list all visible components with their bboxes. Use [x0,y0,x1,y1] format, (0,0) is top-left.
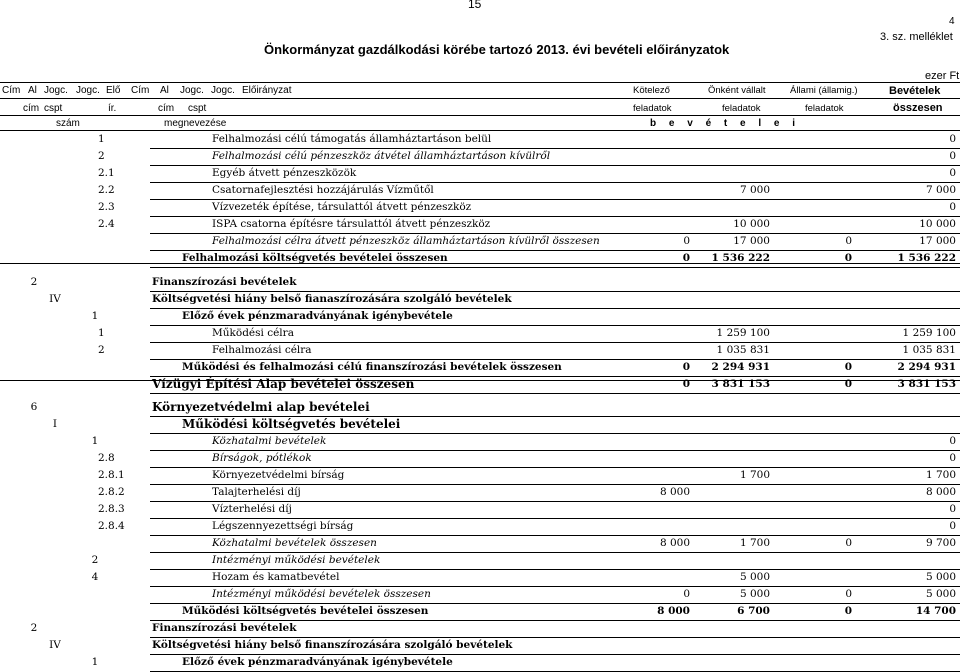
table-row [0,637,960,654]
header-cell: Előirányzat [242,85,292,96]
table-row [0,165,960,182]
header-cell: Jogc. [211,85,235,96]
state-value: 0 [845,235,852,247]
voluntary-value: 6 700 [737,605,770,617]
total-value: 5 000 [925,588,956,600]
voluntary-value: 5 000 [739,571,770,583]
jogcim-cell: 2.3 [98,201,115,213]
voluntary-value: 3 831 153 [711,378,770,390]
page-number: 15 [468,0,482,11]
voluntary-value: 7 000 [739,184,770,196]
alcim-cell: IV [49,293,61,305]
table-row [0,182,960,199]
table-row [0,308,960,325]
state-value: 0 [844,378,852,390]
table-row [0,325,960,342]
jogcim-cell: 2.8.2 [98,486,125,498]
state-value: 0 [845,537,852,549]
table-row [0,250,960,267]
mandatory-value: 0 [682,361,690,373]
table-row [0,148,960,165]
label-cell: Felhalmozási költségvetés bevételei összesen [182,252,448,264]
voluntary-value: 1 700 [739,537,770,549]
jogcim-cell: 2.1 [98,167,115,179]
voluntary-value: 1 700 [739,469,770,481]
cim-cell: 2 [30,276,38,288]
table-row [0,620,960,637]
table-row [0,433,960,450]
mandatory-value: 0 [683,235,690,247]
label-cell: Finanszírozási bevételek [152,276,297,288]
jogcim-cell: 1 [91,435,99,447]
jogcim-cell: 2 [98,150,105,162]
label-cell: Közhatalmi bevételek [212,435,327,447]
header-cell: feladatok [722,103,761,114]
table-row [0,216,960,233]
mandatory-value: 8 000 [659,537,690,549]
header-cell: Állami (államig.) [790,85,858,96]
label-cell: Vízvezeték építése, társulattól átvett pénzeszköz [212,201,472,213]
table-row [0,586,960,603]
table-row [0,131,960,148]
total-value: 8 000 [925,486,956,498]
header-cell: ír. [108,103,117,114]
table-row [0,342,960,359]
total-value: 17 000 [919,235,956,247]
header-cell: összesen [893,102,943,114]
total-value: 0 [949,150,956,162]
voluntary-value: 17 000 [733,235,770,247]
jogcim-cell: 2.8 [98,452,115,464]
total-value: 0 [949,452,956,464]
header-cell: feladatok [633,103,672,114]
table-row [0,552,960,569]
total-value: 0 [949,201,956,213]
state-value: 0 [844,252,852,264]
alcim-cell: I [52,418,58,430]
label-cell: Működési költségvetés bevételei [182,417,401,431]
label-cell: Környezetvédelmi alap bevételei [152,400,370,414]
label-cell: Működési és felhalmozási célú finanszírozási bevételek összesen [182,361,562,373]
label-cell: Előző évek pénzmaradványának igénybevétele [182,310,453,322]
table-row [0,291,960,308]
label-cell: Csatornafejlesztési hozzájárulás Vízműtől [212,184,434,196]
jogcim-cell: 2.2 [98,184,115,196]
table-row [0,484,960,501]
table-row [0,359,960,376]
mandatory-value: 0 [682,378,690,390]
total-value: 2 294 931 [897,361,956,373]
label-cell: Egyéb átvett pénzeszközök [212,167,357,179]
header-cell: szám [56,118,80,129]
section-divider [0,380,960,381]
table-row [0,274,960,291]
annex-number: 4 [949,16,955,27]
table-row [0,501,960,518]
total-value: 1 536 222 [897,252,956,264]
table-row [0,467,960,484]
label-cell: Vízügyi Építési Alap bevételei összesen [152,377,415,391]
table-row [0,569,960,586]
header-cell: feladatok [805,103,844,114]
table-row [0,535,960,552]
table-row [0,376,960,393]
total-value: 3 831 153 [897,378,956,390]
page-title: Önkormányzat gazdálkodási körébe tartozó 2013. évi bevételi előirányzatok [264,42,730,57]
header-cell: Jogc. [180,85,204,96]
total-value: 1 035 831 [902,344,956,356]
table-row [0,518,960,535]
header-cell: Jogc. [76,85,100,96]
header-cell: cím [23,103,40,114]
header-cell: cím [158,103,175,114]
voluntary-value: 5 000 [739,588,770,600]
mandatory-value: 0 [682,252,690,264]
header-cell: Al [28,85,37,96]
label-cell: Hozam és kamatbevétel [212,571,340,583]
total-value: 14 700 [915,605,956,617]
header-cell: b e v é t e l e i [650,118,799,129]
row-divider [150,267,960,268]
jogcim-cell: 2 [98,344,105,356]
voluntary-value: 1 259 100 [716,327,770,339]
table-row [0,399,960,416]
mandatory-value: 0 [683,588,690,600]
mandatory-value: 8 000 [657,605,690,617]
label-cell: Vízterhelési díj [212,503,292,515]
alcim-cell: IV [49,639,61,651]
label-cell: Finanszírozási bevételek [152,622,297,634]
label-cell: Előző évek pénzmaradványának igénybevétele [182,656,453,668]
label-cell: Költségvetési hiány belső fianaszírozására szolgáló bevételek [152,293,512,305]
state-value: 0 [844,605,852,617]
total-value: 0 [949,520,956,532]
label-cell: Felhalmozási célú támogatás államháztartáson belül [212,133,492,145]
label-cell: Közhatalmi bevételek összesen [212,537,377,549]
label-cell: Légszennyezettségi bírság [212,520,354,532]
label-cell: Intézményi működési bevételek [212,554,381,566]
label-cell: Bírságok, pótlékok [212,452,312,464]
label-cell: Működési célra [212,327,294,339]
jogcim-cell: 1 [91,656,99,668]
total-value: 1 700 [925,469,956,481]
table-row [0,233,960,250]
table-row [0,416,960,433]
section-divider [0,263,960,264]
jogcim-cell: 2 [91,554,99,566]
header-cell: Kötelező [633,85,670,96]
label-cell: Működési költségvetés bevételei összesen [182,605,429,617]
label-cell: Környezetvédelmi bírság [212,469,345,481]
table-row [0,450,960,467]
jogcim-cell: 1 [98,327,105,339]
jogcim-cell: 4 [91,571,99,583]
total-value: 7 000 [925,184,956,196]
unit-label: ezer Ft [925,70,960,82]
voluntary-value: 10 000 [733,218,770,230]
total-value: 0 [949,133,956,145]
jogcim-cell: 2.8.1 [98,469,125,481]
table-row [0,654,960,671]
row-divider [150,393,960,394]
header-cell: Cím [131,85,150,96]
voluntary-value: 1 035 831 [716,344,770,356]
cim-cell: 6 [30,401,38,413]
header-cell: Önként vállalt [708,85,766,96]
label-cell: Felhalmozási célra átvett pénzeszköz államháztartáson kívülről összesen [212,235,600,247]
header-cell: cspt [44,103,63,114]
header-cell: megnevezése [164,118,227,129]
total-value: 9 700 [925,537,956,549]
jogcim-cell: 2.4 [98,218,115,230]
state-value: 0 [845,588,852,600]
jogcim-cell: 2.8.3 [98,503,125,515]
mandatory-value: 8 000 [659,486,690,498]
label-cell: Költségvetési hiány belső finanszírozására szolgáló bevételek [152,639,513,651]
total-value: 0 [949,435,956,447]
total-value: 1 259 100 [902,327,956,339]
jogcim-cell: 1 [91,310,99,322]
total-value: 0 [949,503,956,515]
annex-label: 3. sz. melléklet [880,31,953,43]
label-cell: Felhalmozási célú pénzeszköz átvétel államháztartáson kívülről [212,150,551,162]
header-cell: cspt [188,103,207,114]
total-value: 10 000 [919,218,956,230]
voluntary-value: 2 294 931 [711,361,770,373]
state-value: 0 [844,361,852,373]
label-cell: ISPA csatorna építésre társulattól átvett pénzeszköz [212,218,491,230]
cim-cell: 2 [30,622,38,634]
table-row [0,603,960,620]
total-value: 0 [949,167,956,179]
header-cell: Jogc. [44,85,68,96]
label-cell: Intézményi működési bevételek összesen [212,588,431,600]
jogcim-cell: 1 [98,133,105,145]
header-cell: Elő [106,85,121,96]
label-cell: Talajterhelési díj [212,486,301,498]
header-cell: Cím [2,85,21,96]
label-cell: Felhalmozási célra [212,344,312,356]
voluntary-value: 1 536 222 [711,252,770,264]
table-row [0,199,960,216]
total-value: 5 000 [925,571,956,583]
jogcim-cell: 2.8.4 [98,520,125,532]
header-cell: Bevételek [889,85,941,97]
header-cell: Al [160,85,169,96]
